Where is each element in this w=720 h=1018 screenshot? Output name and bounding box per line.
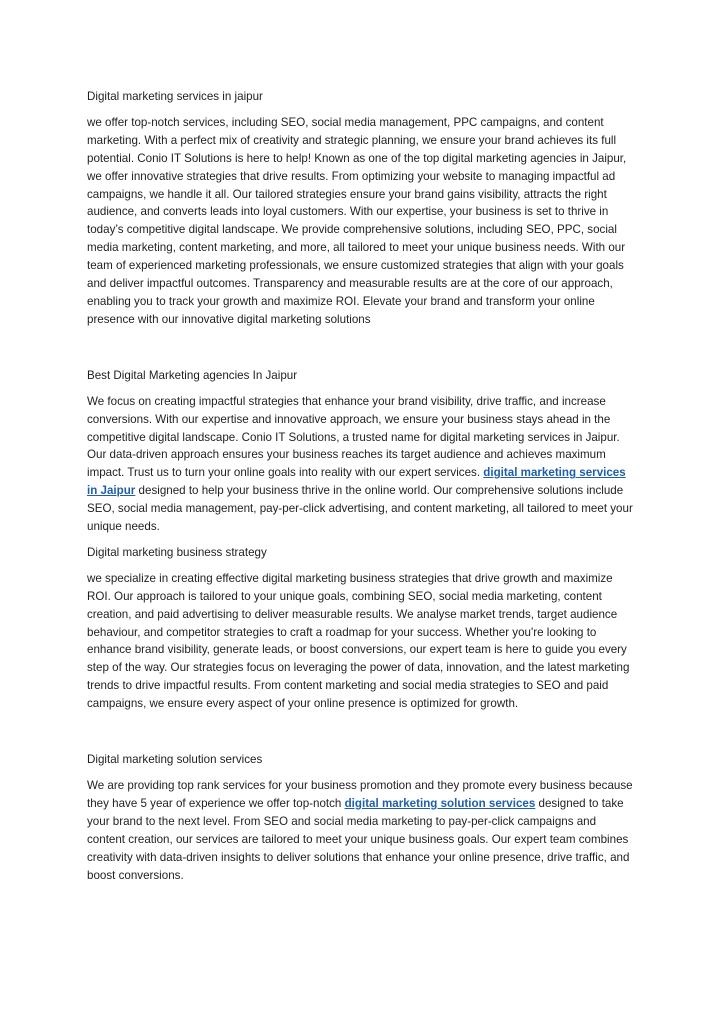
paragraph-text-after-link: designed to take your brand to the next level. From SEO and social media marketing to pay-per-click campaigns and content creation, our services are tailored to meet your unique business goals. Our expert team combines creativity with data-driven insights to deliver solutions that enhance your online presence, drive traffic, and boost conversions. xyxy=(87,796,630,882)
paragraph-business-strategy: we specialize in creating effective digital marketing business strategies that drive growth and maximize ROI. Our approach is tailored to your unique goals, combining SEO, social media marketing, content creation, and paid advertising to deliver measurable results. We analyse market trends, target audience behaviour, and competitor strategies to craft a roadmap for your success. Whether you're looking to enhance brand visibility, generate leads, or boost conversions, our expert team is here to guide you every step of the way. Our strategies focus on leveraging the power of data, innovation, and the latest marketing trends to drive impactful results. From content marketing and social media strategies to SEO and paid campaigns, we ensure every aspect of your online presence is optimized for growth. xyxy=(87,571,630,711)
paragraph-text-before-link: We are providing top rank services for your business promotion and they promote every business because they have 5 year of experience we offer top-notch xyxy=(87,779,633,810)
paragraph-solution-services xyxy=(87,777,635,884)
link-digital-marketing-services-jaipur[interactable]: digital marketing services in Jaipur xyxy=(87,466,626,498)
paragraph-services-intro: we offer top-notch services, including SEO, social media management, PPC campaigns, and content marketing. With a perfect mix of creativity and strategic planning, we ensure your brand achieves its full potential. Conio IT Solutions is here to help! Known as one of the top digital marketing agencies in Jaipur, we offer innovative strategies that drive results. From optimizing your website to managing impactful ad campaigns, we handle it all. Our tailored strategies ensure your brand gains visibility, attracts the right audience, and converts leads into loyal customers. With our expertise, your business is set to thrive in today’s competitive digital landscape. We provide comprehensive solutions, including SEO, PPC, social media marketing, content marketing, and more, all tailored to meet your unique business needs. With our team of experienced marketing professionals, we ensure customized strategies that align with your goals and deliver impactful outcomes. Transparency and measurable results are at the core of our approach, enabling you to track your growth and maximize ROI. Elevate your brand and transform your online presence with our innovative digital marketing solutions xyxy=(87,115,627,326)
paragraph-best-agencies xyxy=(87,393,635,536)
link-digital-marketing-solution-services[interactable]: digital marketing solution services xyxy=(344,796,536,810)
document-body xyxy=(87,88,635,892)
paragraph-text-before-link: We focus on creating impactful strategies that enhance your brand visibility, drive traffic, and increase conversions. With our expertise and innovative approach, we ensure your business stays ahead in the competitive digital landscape. Conio IT Solutions, a trusted name for digital marketing services in Jaipur. Our data-driven approach ensures your business reaches its target audience and achieves maximum impact. Trust us to turn your online goals into reality with our expert services. xyxy=(87,394,620,480)
paragraph-text-after-link: designed to help your business thrive in the online world. Our comprehensive solutions include SEO, social media management, pay-per-click advertising, and content marketing, all tailored to meet your unique needs. xyxy=(87,484,633,534)
heading-digital-marketing-services: Digital marketing services in jaipur xyxy=(87,90,263,103)
section-spacer xyxy=(87,337,635,367)
heading-business-strategy: Digital marketing business strategy xyxy=(87,545,267,559)
heading-best-agencies: Best Digital Marketing agencies In Jaipur xyxy=(87,368,298,382)
heading-solution-services: Digital marketing solution services xyxy=(87,753,263,767)
section-spacer xyxy=(87,721,635,751)
